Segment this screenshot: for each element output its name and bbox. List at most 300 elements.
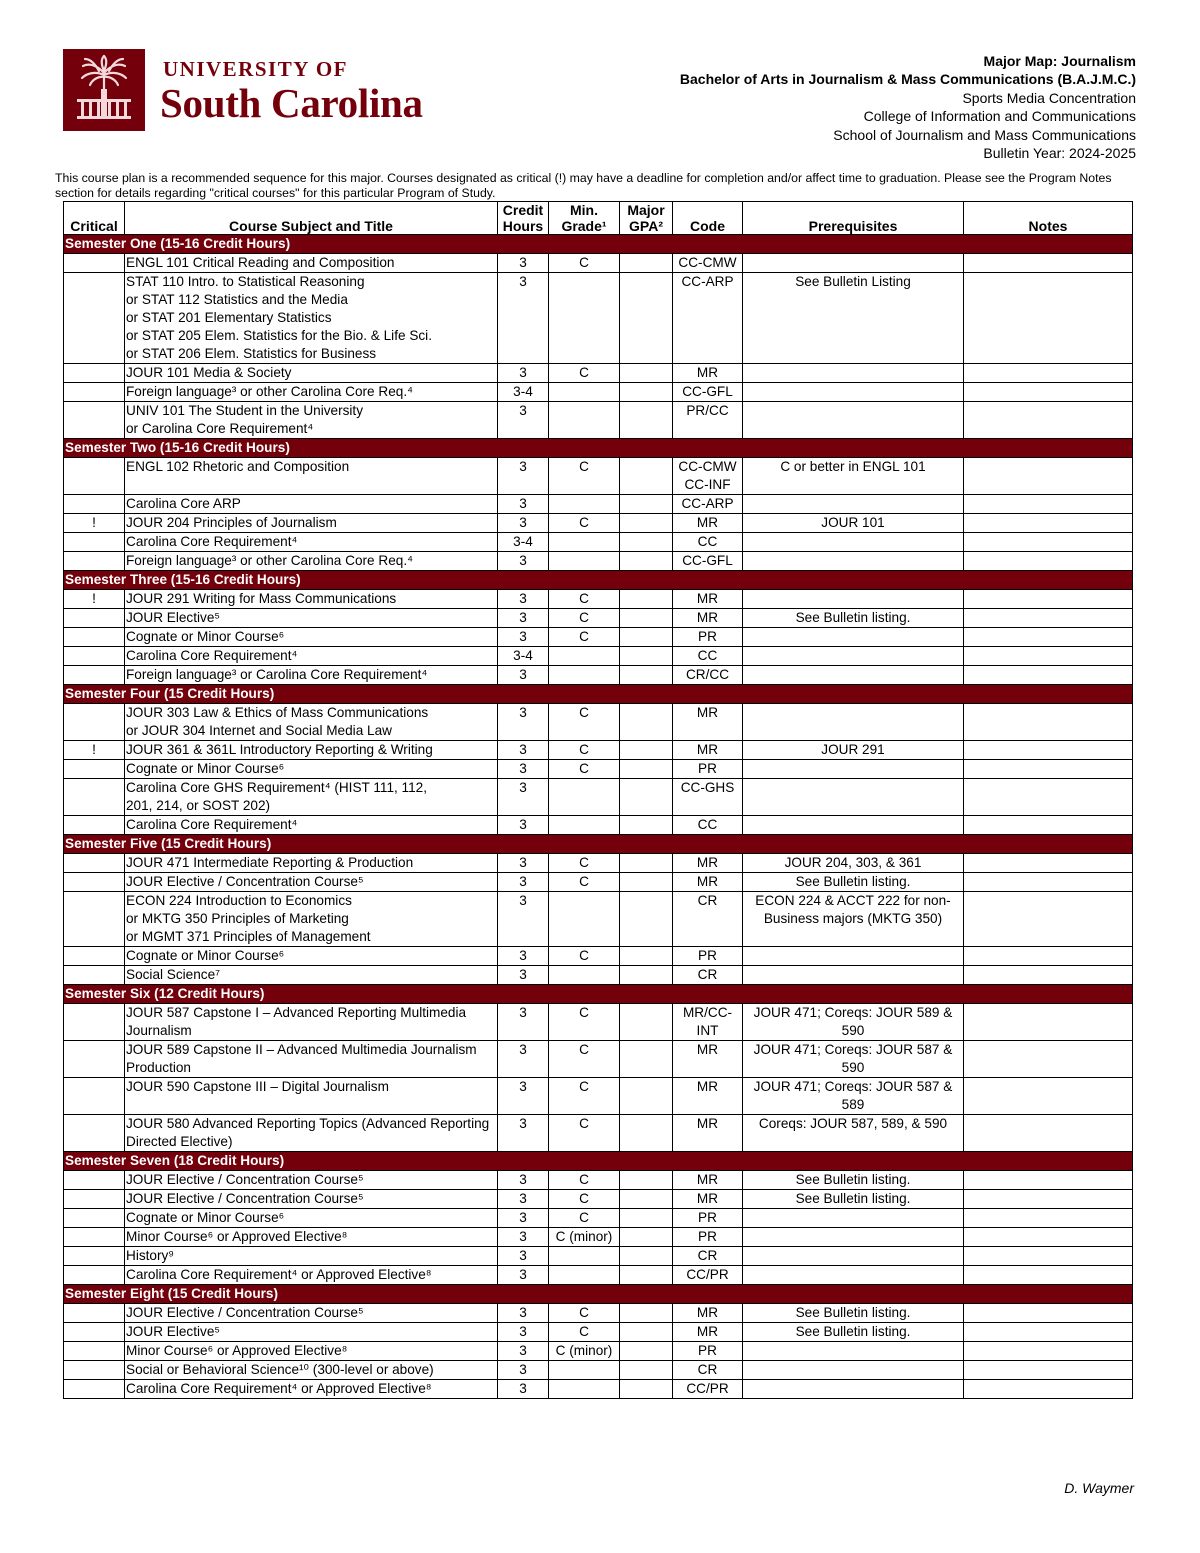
cell-gpa [620,458,673,495]
column-header: Major GPA² [620,202,673,235]
cell-gpa [620,873,673,892]
cell-code: MR [673,873,743,892]
cell-course: JOUR 587 Capstone I – Advanced Reporting Multimedia Journalism [125,1004,498,1041]
table-row [64,552,1133,571]
cell-gpa [620,495,673,514]
cell-grade [549,1361,620,1380]
cell-gpa [620,1266,673,1285]
cell-hours: 3 [498,1323,549,1342]
college-name: College of Information and Communications [863,108,1136,125]
cell-crit [64,704,125,741]
cell-gpa [620,741,673,760]
cell-grade: C [549,590,620,609]
table-row [64,495,1133,514]
cell-code: MR [673,1115,743,1152]
cell-course: Carolina Core Requirement⁴ or Approved Elective⁸ [125,1266,498,1285]
cell-course: Foreign language³ or Carolina Core Requirement⁴ [125,666,498,685]
cell-crit [64,1361,125,1380]
semester-title: Semester Five (15 Credit Hours) [64,835,1133,854]
cell-hours: 3 [498,816,549,835]
cell-gpa [620,402,673,439]
table-row [64,1247,1133,1266]
cell-hours: 3 [498,1361,549,1380]
table-row [64,873,1133,892]
cell-course: JOUR 101 Media & Society [125,364,498,383]
cell-crit [64,1380,125,1399]
cell-notes [964,254,1133,273]
column-header: Credit Hours [498,202,549,235]
cell-course: JOUR Elective⁵ [125,609,498,628]
cell-notes [964,1247,1133,1266]
cell-code: MR/CC-INT [673,1004,743,1041]
cell-hours: 3 [498,1171,549,1190]
cell-gpa [620,552,673,571]
table-row [64,273,1133,364]
cell-gpa [620,273,673,364]
cell-prereq [743,666,964,685]
cell-course: JOUR 303 Law & Ethics of Mass Communications or JOUR 304 Internet and Social Media Law [125,704,498,741]
cell-notes [964,854,1133,873]
cell-crit: ! [64,514,125,533]
cell-hours: 3 [498,1342,549,1361]
cell-notes [964,458,1133,495]
cell-grade: C [549,364,620,383]
cell-course: JOUR 204 Principles of Journalism [125,514,498,533]
cell-gpa [620,533,673,552]
cell-grade: C [549,854,620,873]
cell-crit [64,609,125,628]
semester-header-row [64,235,1133,254]
cell-course: ECON 224 Introduction to Economics or MKTG 350 Principles of Marketing or MGMT 371 Principles of Management [125,892,498,947]
cell-crit [64,1228,125,1247]
cell-gpa [620,1209,673,1228]
cell-grade: C [549,1004,620,1041]
cell-prereq [743,402,964,439]
intro-paragraph: This course plan is a recommended sequence for this major. Courses designated as critical (!) may have a deadline for completion and/or affect time to graduation. Please see the Program Notes section for details regarding "critical courses" for this particular Program of Study. [55,171,1112,200]
cell-code: CC-GHS [673,779,743,816]
cell-grade [549,892,620,947]
cell-gpa [620,1115,673,1152]
cell-grade [549,779,620,816]
cell-prereq [743,947,964,966]
table-row [64,402,1133,439]
cell-grade [549,383,620,402]
cell-code: MR [673,1323,743,1342]
table-row [64,1380,1133,1399]
cell-prereq: JOUR 471; Coreqs: JOUR 587 & 589 [743,1078,964,1115]
cell-course: Carolina Core Requirement⁴ [125,816,498,835]
cell-course: Carolina Core Requirement⁴ [125,533,498,552]
cell-grade [549,666,620,685]
cell-prereq: See Bulletin listing. [743,1304,964,1323]
cell-prereq: See Bulletin listing. [743,873,964,892]
cell-grade: C [549,254,620,273]
cell-gpa [620,647,673,666]
table-row [64,1004,1133,1041]
cell-grade: C [549,760,620,779]
table-row [64,1041,1133,1078]
table-row [64,533,1133,552]
cell-crit [64,779,125,816]
cell-hours: 3-4 [498,383,549,402]
cell-prereq: JOUR 101 [743,514,964,533]
cell-notes [964,647,1133,666]
cell-gpa [620,1342,673,1361]
cell-crit [64,1041,125,1078]
cell-grade [549,966,620,985]
table-row [64,1361,1133,1380]
semester-header-row [64,439,1133,458]
cell-crit [64,1115,125,1152]
cell-code: MR [673,1304,743,1323]
cell-prereq [743,364,964,383]
cell-gpa [620,609,673,628]
cell-hours: 3 [498,458,549,495]
cell-code: MR [673,609,743,628]
table-row [64,1266,1133,1285]
logo-south-carolina: South Carolina [160,80,423,126]
cell-crit [64,254,125,273]
cell-grade: C [549,1190,620,1209]
cell-prereq [743,254,964,273]
semester-title: Semester Four (15 Credit Hours) [64,685,1133,704]
cell-grade: C [549,1323,620,1342]
cell-notes [964,609,1133,628]
cell-grade [549,1247,620,1266]
cell-crit [64,1342,125,1361]
cell-hours: 3 [498,1228,549,1247]
cell-crit [64,760,125,779]
semester-title: Semester Two (15-16 Credit Hours) [64,439,1133,458]
cell-prereq [743,590,964,609]
cell-crit [64,458,125,495]
cell-crit [64,383,125,402]
cell-hours: 3 [498,590,549,609]
cell-hours: 3 [498,760,549,779]
cell-course: Carolina Core GHS Requirement⁴ (HIST 111, 112, 201, 214, or SOST 202) [125,779,498,816]
cell-gpa [620,892,673,947]
cell-code: MR [673,1041,743,1078]
author-footer: D. Waymer [1064,1480,1134,1496]
cell-prereq: JOUR 471; Coreqs: JOUR 587 & 590 [743,1041,964,1078]
cell-gpa [620,590,673,609]
cell-grade: C [549,1078,620,1115]
cell-code: MR [673,514,743,533]
cell-gpa [620,854,673,873]
cell-gpa [620,628,673,647]
cell-notes [964,1004,1133,1041]
table-row [64,383,1133,402]
cell-notes [964,1304,1133,1323]
major-map-title: Major Map: Journalism [983,53,1136,69]
cell-grade: C [549,1209,620,1228]
cell-course: JOUR Elective / Concentration Course⁵ [125,1304,498,1323]
cell-crit [64,647,125,666]
cell-course: Social or Behavioral Science¹⁰ (300-level or above) [125,1361,498,1380]
cell-gpa [620,1380,673,1399]
column-header: Critical [64,202,125,235]
cell-code: CR [673,966,743,985]
cell-hours: 3 [498,666,549,685]
cell-code: CC-ARP [673,273,743,364]
cell-code: CR [673,892,743,947]
cell-hours: 3 [498,609,549,628]
cell-grade: C [549,1171,620,1190]
cell-notes [964,760,1133,779]
cell-hours: 3 [498,1209,549,1228]
cell-notes [964,1380,1133,1399]
cell-gpa [620,947,673,966]
cell-crit [64,892,125,947]
cell-grade [549,533,620,552]
cell-course: JOUR 361 & 361L Introductory Reporting & Writing [125,741,498,760]
cell-code: MR [673,364,743,383]
cell-code: PR [673,947,743,966]
cell-hours: 3 [498,854,549,873]
cell-notes [964,1361,1133,1380]
cell-code: PR [673,1209,743,1228]
cell-notes [964,514,1133,533]
table-row [64,760,1133,779]
cell-gpa [620,1041,673,1078]
table-row [64,1115,1133,1152]
degree-title: Bachelor of Arts in Journalism & Mass Communications (B.A.J.M.C.) [679,71,1136,88]
cell-code: CC-GFL [673,552,743,571]
cell-course: Carolina Core Requirement⁴ [125,647,498,666]
table-row [64,254,1133,273]
cell-course: STAT 110 Intro. to Statistical Reasoning or STAT 112 Statistics and the Media or STAT 201 Elementary Statistics or STAT 205 Elem. Statistics for the Bio. & Life Sci. or STAT 206 Elem. Statistics for Business [125,273,498,364]
cell-hours: 3 [498,1041,549,1078]
cell-code: CC-CMW [673,254,743,273]
cell-course: JOUR Elective / Concentration Course⁵ [125,873,498,892]
cell-grade: C [549,1115,620,1152]
cell-grade [549,495,620,514]
cell-gpa [620,254,673,273]
cell-gpa [620,514,673,533]
cell-code: MR [673,1190,743,1209]
cell-hours: 3 [498,704,549,741]
cell-grade: C (minor) [549,1342,620,1361]
cell-notes [964,741,1133,760]
cell-code: MR [673,1171,743,1190]
cell-course: UNIV 101 The Student in the University or Carolina Core Requirement⁴ [125,402,498,439]
cell-prereq: See Bulletin listing. [743,1323,964,1342]
cell-crit [64,1171,125,1190]
table-row [64,458,1133,495]
cell-gpa [620,1304,673,1323]
cell-grade [549,647,620,666]
cell-grade: C [549,609,620,628]
table-row [64,1171,1133,1190]
cell-prereq: See Bulletin listing. [743,1171,964,1190]
cell-gpa [620,364,673,383]
cell-gpa [620,966,673,985]
table-row [64,666,1133,685]
cell-course: ENGL 102 Rhetoric and Composition [125,458,498,495]
cell-notes [964,1323,1133,1342]
cell-code: PR [673,628,743,647]
cell-gpa [620,760,673,779]
cell-notes [964,779,1133,816]
cell-hours: 3-4 [498,647,549,666]
table-row [64,628,1133,647]
cell-gpa [620,383,673,402]
cell-hours: 3 [498,628,549,647]
semester-title: Semester One (15-16 Credit Hours) [64,235,1133,254]
cell-notes [964,1190,1133,1209]
cell-grade: C [549,628,620,647]
cell-notes [964,816,1133,835]
table-row [64,609,1133,628]
cell-hours: 3 [498,1380,549,1399]
cell-hours: 3 [498,402,549,439]
cell-grade: C [549,514,620,533]
cell-code: PR [673,760,743,779]
table-row [64,1209,1133,1228]
cell-prereq: JOUR 471; Coreqs: JOUR 589 & 590 [743,1004,964,1041]
cell-hours: 3 [498,495,549,514]
cell-prereq [743,1342,964,1361]
cell-gpa [620,1004,673,1041]
cell-course: Carolina Core Requirement⁴ or Approved Elective⁸ [125,1380,498,1399]
semester-title: Semester Seven (18 Credit Hours) [64,1152,1133,1171]
cell-notes [964,628,1133,647]
cell-course: Minor Course⁶ or Approved Elective⁸ [125,1228,498,1247]
cell-code: CR/CC [673,666,743,685]
cell-code: CC [673,647,743,666]
cell-notes [964,364,1133,383]
cell-gpa [620,816,673,835]
cell-gpa [620,704,673,741]
cell-prereq [743,533,964,552]
cell-code: CC [673,816,743,835]
cell-hours: 3 [498,1266,549,1285]
cell-grade: C (minor) [549,1228,620,1247]
table-row [64,364,1133,383]
cell-crit [64,1209,125,1228]
cell-crit: ! [64,741,125,760]
cell-code: PR [673,1342,743,1361]
course-plan-table [63,201,1133,1399]
cell-course: Cognate or Minor Course⁶ [125,947,498,966]
cell-crit [64,533,125,552]
cell-gpa [620,1078,673,1115]
table-row [64,854,1133,873]
cell-gpa [620,666,673,685]
cell-notes [964,552,1133,571]
semester-header-row [64,571,1133,590]
cell-notes [964,1115,1133,1152]
cell-prereq [743,647,964,666]
cell-grade [549,273,620,364]
table-row [64,816,1133,835]
cell-prereq [743,760,964,779]
cell-hours: 3 [498,1115,549,1152]
cell-grade [549,816,620,835]
cell-crit [64,854,125,873]
cell-course: JOUR 291 Writing for Mass Communications [125,590,498,609]
column-header: Course Subject and Title [125,202,498,235]
cell-crit [64,1190,125,1209]
cell-prereq [743,1247,964,1266]
cell-prereq [743,704,964,741]
cell-prereq [743,1266,964,1285]
table-row [64,966,1133,985]
cell-prereq: See Bulletin listing. [743,609,964,628]
cell-code: MR [673,704,743,741]
cell-code: PR/CC [673,402,743,439]
cell-prereq [743,495,964,514]
cell-crit [64,947,125,966]
cell-prereq: ECON 224 & ACCT 222 for non-Business majors (MKTG 350) [743,892,964,947]
cell-hours: 3 [498,1304,549,1323]
cell-grade: C [549,1304,620,1323]
cell-notes [964,1171,1133,1190]
table-row [64,779,1133,816]
cell-hours: 3 [498,741,549,760]
cell-prereq: JOUR 204, 303, & 361 [743,854,964,873]
cell-crit [64,364,125,383]
cell-gpa [620,1171,673,1190]
semester-title: Semester Three (15-16 Credit Hours) [64,571,1133,590]
cell-prereq [743,1209,964,1228]
cell-notes [964,383,1133,402]
cell-gpa [620,1323,673,1342]
cell-hours: 3 [498,364,549,383]
cell-course: JOUR Elective⁵ [125,1323,498,1342]
semester-header-row [64,835,1133,854]
table-row [64,704,1133,741]
table-row [64,647,1133,666]
table-row [64,590,1133,609]
cell-prereq: C or better in ENGL 101 [743,458,964,495]
cell-course: Cognate or Minor Course⁶ [125,760,498,779]
cell-course: JOUR 580 Advanced Reporting Topics (Advanced Reporting Directed Elective) [125,1115,498,1152]
cell-prereq [743,816,964,835]
cell-hours: 3 [498,254,549,273]
cell-crit [64,873,125,892]
cell-hours: 3 [498,1190,549,1209]
cell-notes [964,947,1133,966]
cell-prereq: Coreqs: JOUR 587, 589, & 590 [743,1115,964,1152]
cell-notes [964,704,1133,741]
cell-crit [64,552,125,571]
cell-hours: 3 [498,1247,549,1266]
cell-gpa [620,1190,673,1209]
cell-hours: 3 [498,947,549,966]
cell-code: CC/PR [673,1380,743,1399]
table-row [64,514,1133,533]
cell-crit [64,628,125,647]
cell-prereq [743,1361,964,1380]
cell-code: MR [673,741,743,760]
cell-prereq [743,1228,964,1247]
cell-notes [964,1078,1133,1115]
cell-crit [64,1266,125,1285]
table-header-row [64,202,1133,235]
cell-hours: 3 [498,892,549,947]
cell-code: CR [673,1361,743,1380]
cell-notes [964,402,1133,439]
cell-course: Cognate or Minor Course⁶ [125,628,498,647]
cell-prereq [743,966,964,985]
cell-notes [964,590,1133,609]
cell-crit [64,966,125,985]
cell-course: Social Science⁷ [125,966,498,985]
semester-header-row [64,685,1133,704]
cell-code: MR [673,1078,743,1115]
document-header [680,52,1136,162]
